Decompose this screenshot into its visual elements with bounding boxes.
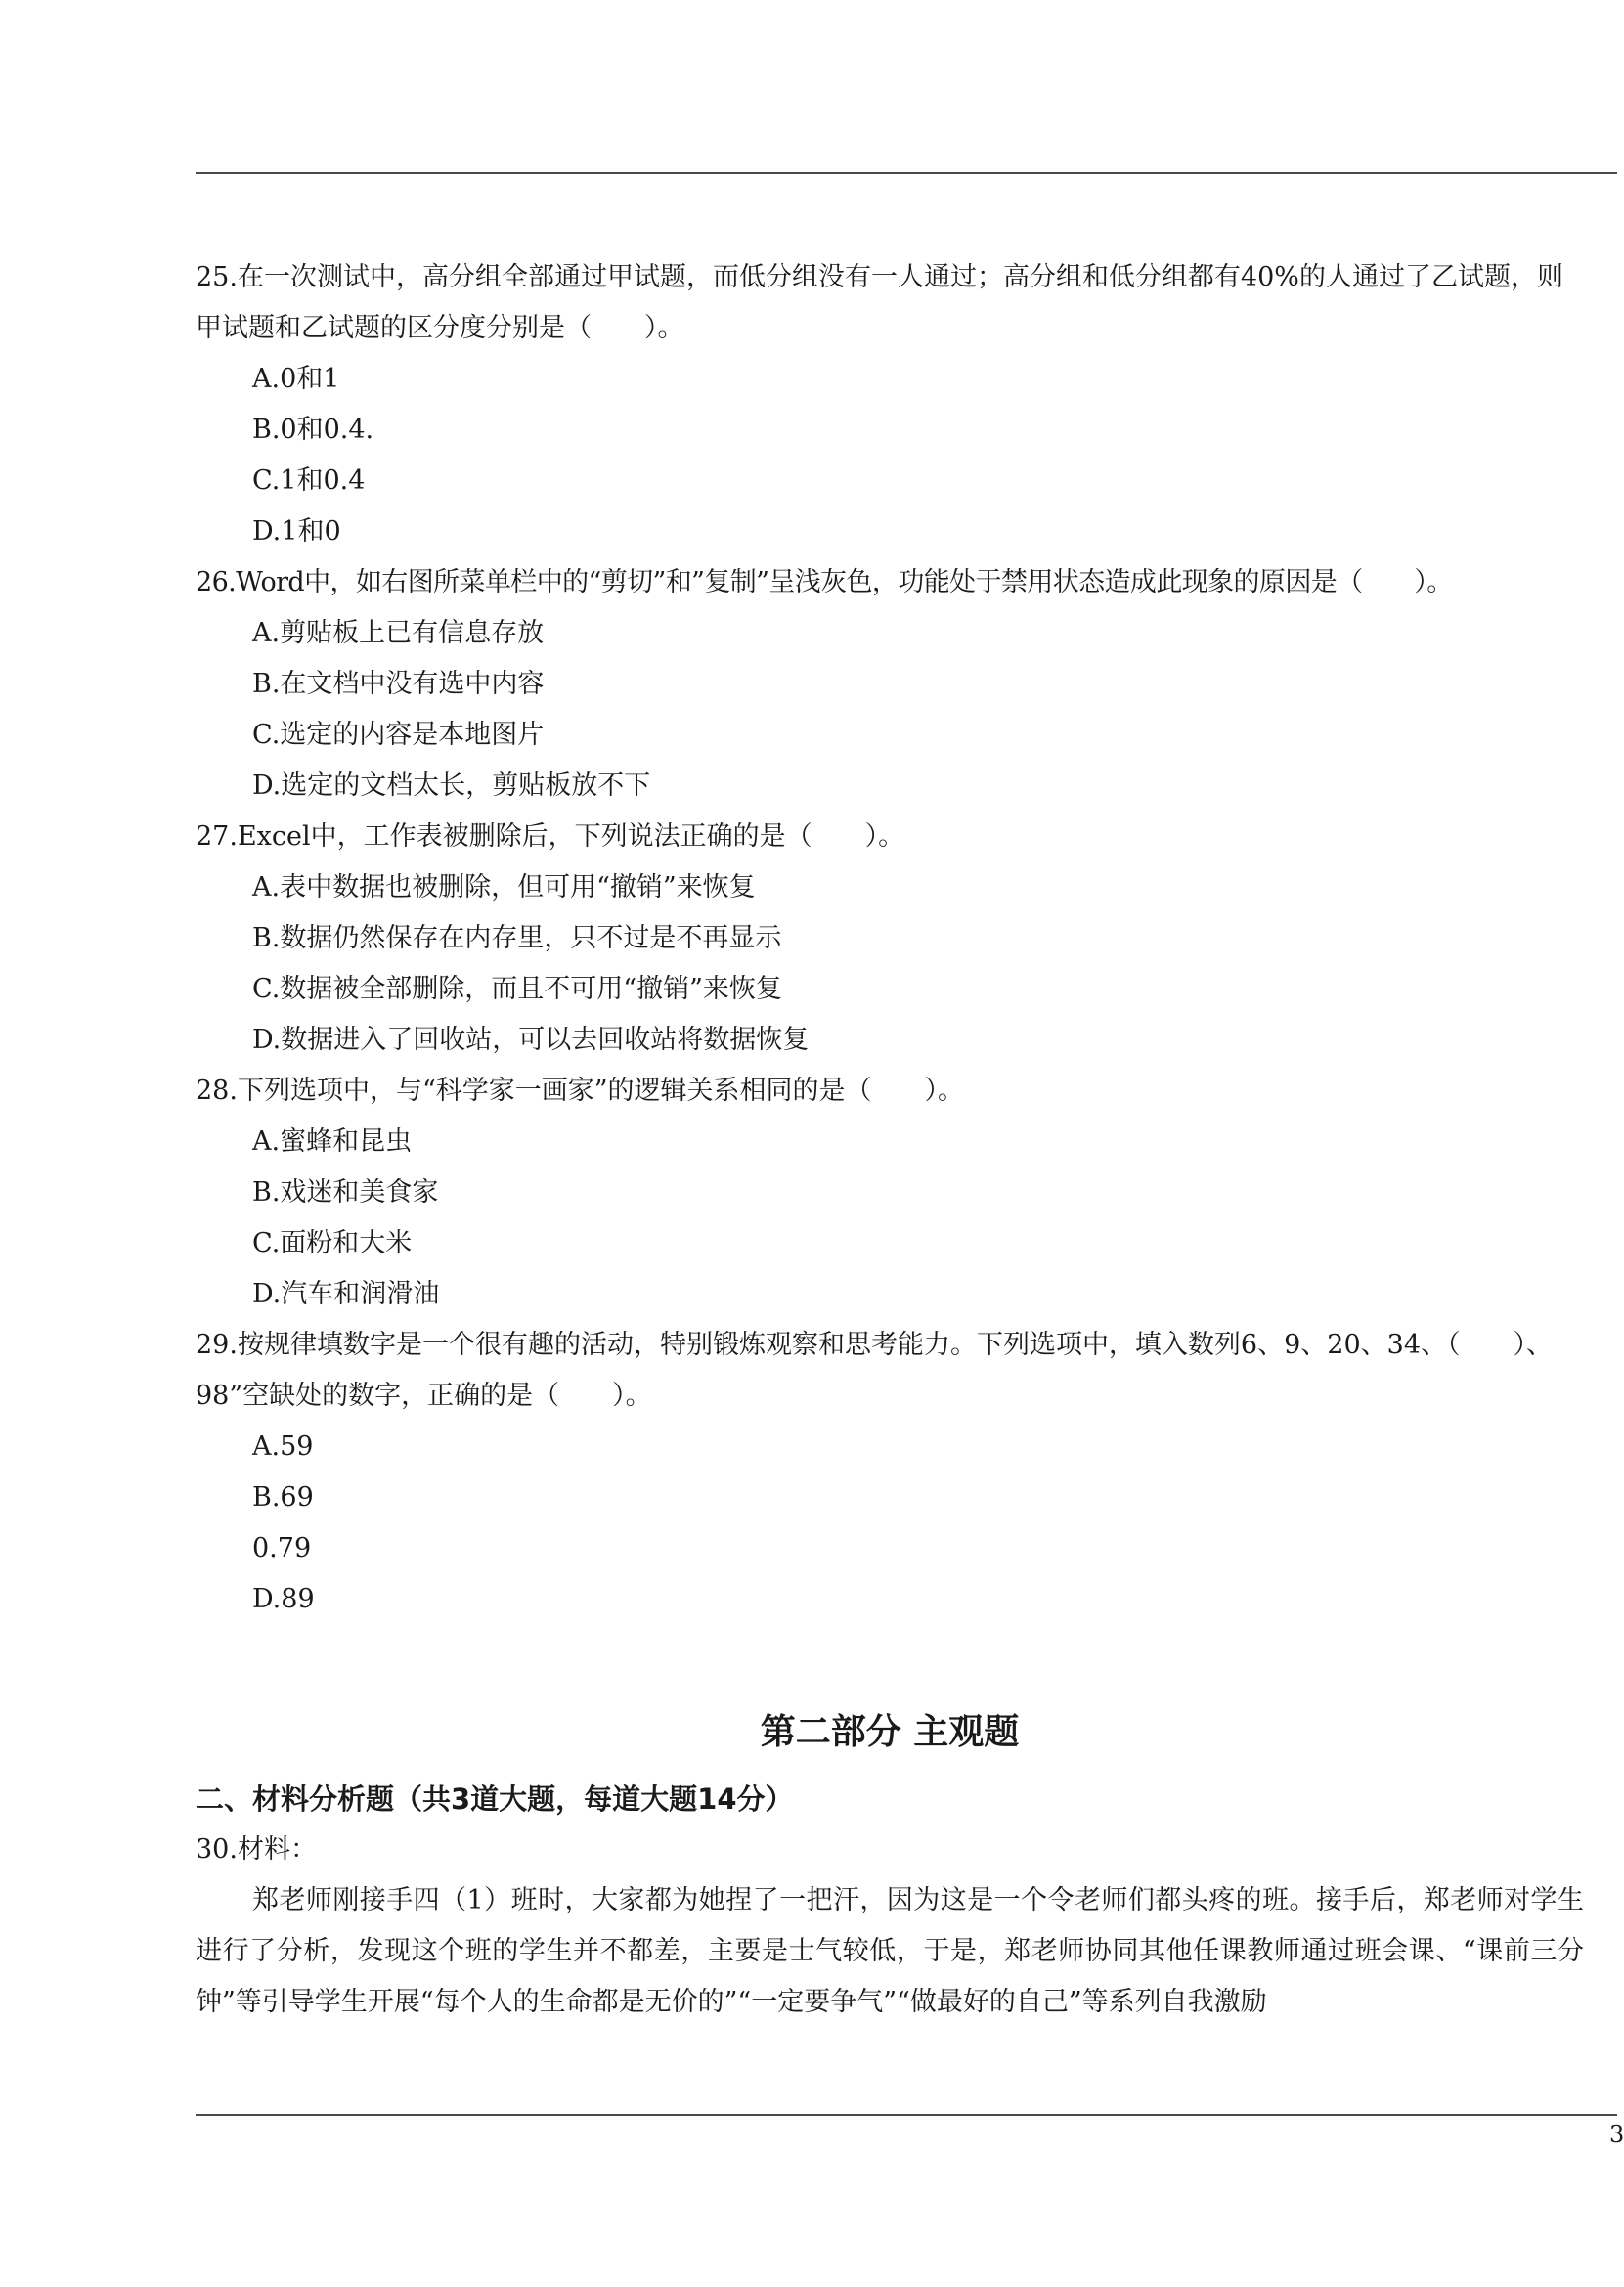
option-d: D.数据进入了回收站，可以去回收站将数据恢复 bbox=[252, 1025, 810, 1055]
option-d: D.选定的文档太长，剪贴板放不下 bbox=[252, 770, 651, 801]
question-26 bbox=[196, 557, 1584, 812]
header-rule bbox=[196, 172, 1617, 174]
option-d: D.1和0 bbox=[252, 516, 341, 547]
question-stem: 26.Word中，如右图所菜单栏中的“剪切”和”复制”呈浅灰色，功能处于禁用状态造成此现象的原因是（ ）。 bbox=[196, 567, 1453, 597]
option-c: C.选定的内容是本地图片 bbox=[252, 720, 545, 750]
option-a: A.剪贴板上已有信息存放 bbox=[252, 618, 545, 648]
question-30-label: 30.材料： bbox=[196, 1834, 317, 1865]
question-stem: 28.下列选项中，与“科学家一画家”的逻辑关系相同的是（ ）。 bbox=[196, 1076, 965, 1106]
option-c: C.面粉和大米 bbox=[252, 1228, 413, 1258]
option-c: C.数据被全部删除，而且不可用“撤销”来恢复 bbox=[252, 974, 782, 1004]
part-two-title: 第二部分 主观题 bbox=[760, 1712, 1020, 1752]
page-content bbox=[196, 252, 1584, 2028]
option-c: 0.79 bbox=[252, 1533, 312, 1563]
option-a: A.59 bbox=[252, 1431, 314, 1462]
question-28 bbox=[196, 1066, 1584, 1320]
footer-rule bbox=[196, 2114, 1617, 2116]
option-d: D.汽车和润滑油 bbox=[252, 1279, 440, 1309]
option-a: A.0和1 bbox=[252, 364, 340, 394]
question-29 bbox=[196, 1320, 1584, 1625]
option-d: D.89 bbox=[252, 1584, 315, 1614]
option-b: B.69 bbox=[252, 1482, 314, 1513]
option-b: B.0和0.4. bbox=[252, 415, 374, 445]
option-b: B.数据仍然保存在内存里，只不过是不再显示 bbox=[252, 923, 782, 953]
question-stem: 27.Excel中，工作表被删除后，下列说法正确的是（ ）。 bbox=[196, 821, 905, 852]
option-c: C.1和0.4 bbox=[252, 465, 366, 496]
question-stem: 25.在一次测试中，高分组全部通过甲试题，而低分组没有一人通过；高分组和低分组都有40%的人通过了乙试题，则甲试题和乙试题的区分度分别是（ ）。 bbox=[196, 262, 1563, 343]
page-number: 3 bbox=[1609, 2121, 1624, 2148]
option-b: B.在文档中没有选中内容 bbox=[252, 669, 545, 699]
section-heading: 二、材料分析题（共3道大题，每道大题14分） bbox=[196, 1782, 794, 1816]
option-b: B.戏迷和美食家 bbox=[252, 1177, 439, 1208]
option-a: A.蜜蜂和昆虫 bbox=[252, 1126, 413, 1157]
question-27 bbox=[196, 812, 1584, 1066]
material-paragraph: 郑老师刚接手四（1）班时，大家都为她捏了一把汗，因为这是一个令老师们都头疼的班。接手后，郑老师对学生进行了分析，发现这个班的学生并不都差，主要是士气较低，于是，郑老师协同其他任课教师通过班会课、“课前三分钟”等引导学生开展“每个人的生命都是无价的”“一定要争气”“做最好的自己”等系列自我激励 bbox=[196, 1885, 1584, 2017]
question-25 bbox=[196, 252, 1584, 557]
question-stem: 29.按规律填数字是一个很有趣的活动，特别锻炼观察和思考能力。下列选项中，填入数列6、9、20、34、（ ）、98”空缺处的数字，正确的是（ ）。 bbox=[196, 1330, 1554, 1411]
option-a: A.表中数据也被删除，但可用“撤销”来恢复 bbox=[252, 872, 756, 902]
